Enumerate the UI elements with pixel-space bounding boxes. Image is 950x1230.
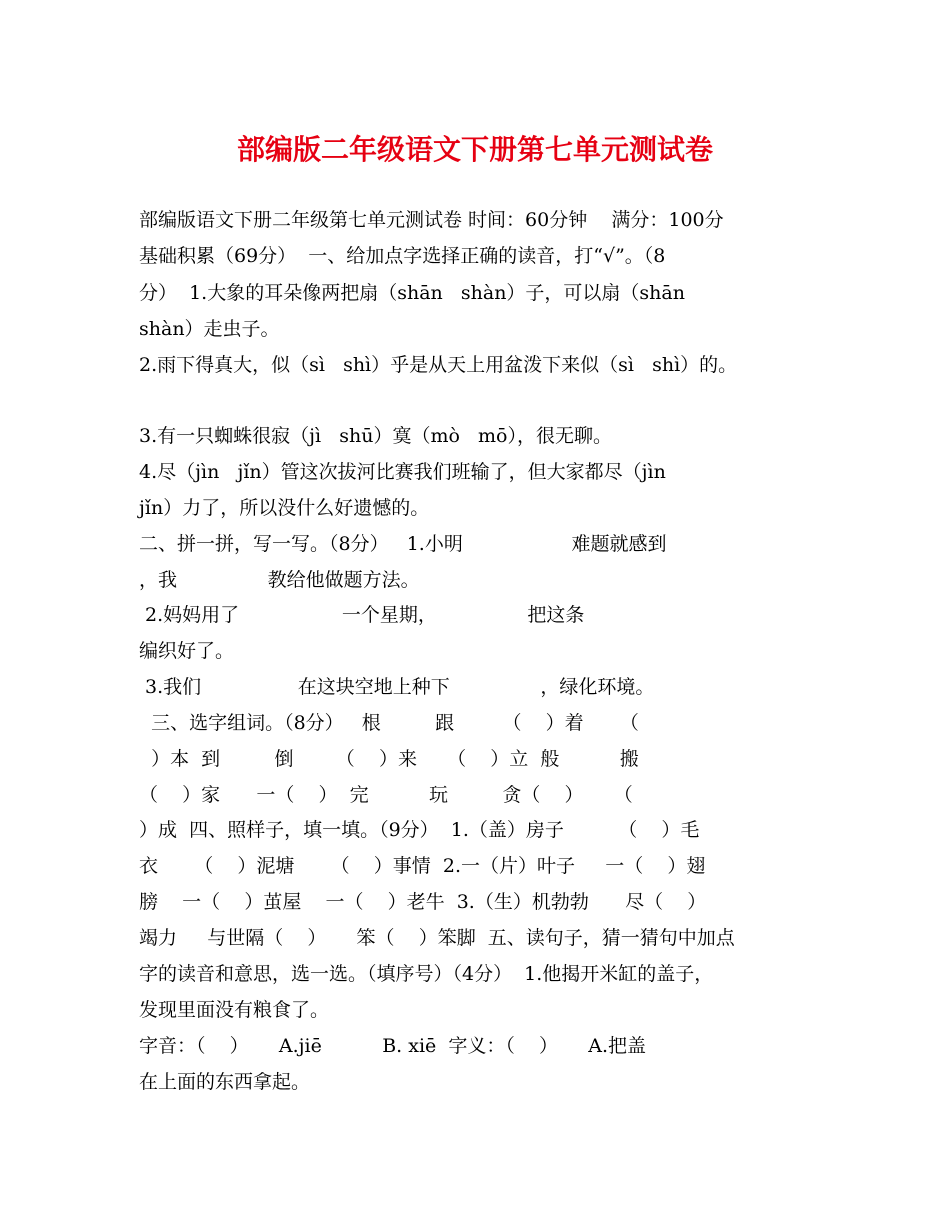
text-line: 在上面的东西拿起。 <box>139 1071 311 1093</box>
text-line: 发现里面没有粮食了。 <box>139 999 330 1021</box>
text-line: 4.尽（jìn jǐn）管这次拔河比赛我们班输了，但大家都尽（jìn <box>139 461 666 483</box>
text-line: 分） 1.大象的耳朵像两把扇（shān shàn）子，可以扇（shān <box>139 282 685 304</box>
document-title: 部编版二年级语文下册第七单元测试卷 <box>236 133 713 166</box>
text-line: 字的读音和意思，选一选。（填序号）（4分） 1.他揭开米缸的盖子， <box>139 963 714 985</box>
text-line: 3.有一只蜘蛛很寂（jì shū）寞（mò mō），很无聊。 <box>139 425 612 447</box>
text-line: 基础积累（69分） 一、给加点字选择正确的读音，打“√”。（8 <box>139 245 666 267</box>
text-line: 竭力 与世隔（ ） 笨（ ）笨脚 五、读句子，猜一猜句中加点 <box>139 927 735 949</box>
text-line: 字音：（ ） A.jiē B. xiē 字义：（ ） A.把盖 <box>139 1035 646 1057</box>
text-line: （ ）家 一（ ） 完 玩 贪（ ） （ <box>139 784 633 806</box>
text-line: 膀 一（ ）茧屋 一（ ）老牛 3.（生）机勃勃 尽（ ） <box>139 891 707 913</box>
text-line: ）本 到 倒 （ ）来 （ ）立 般 搬 <box>139 748 639 770</box>
text-line: 2.妈妈用了 一个星期， 把这条 <box>139 604 585 626</box>
text-line: 三、选字组词。（8分） 根 跟 （ ）着 （ <box>139 712 639 734</box>
text-line: jǐn）力了，所以没什么好遗憾的。 <box>139 497 430 519</box>
text-line: 二、拼一拼，写一写。（8分） 1.小明 难题就感到 <box>139 533 667 555</box>
text-line: ，我 教给他做题方法。 <box>139 569 420 591</box>
text-line: 3.我们 在这块空地上种下 ，绿化环境。 <box>139 676 655 698</box>
text-line: 衣 （ ）泥塘 （ ）事情 2.一（片）叶子 一（ ）翅 <box>139 855 706 877</box>
text-line: 2.雨下得真大，似（sì shì）乎是从天上用盆泼下来似（sì shì）的。 <box>139 354 738 376</box>
text-line: ）成 四、照样子，填一填。（9分） 1.（盖）房子 （ ）毛 <box>139 819 700 841</box>
text-line: 编织好了。 <box>139 640 235 662</box>
text-line: 部编版语文下册二年级第七单元测试卷 时间：60分钟 满分：100分 <box>139 209 724 231</box>
text-line: shàn）走虫子。 <box>139 318 280 340</box>
